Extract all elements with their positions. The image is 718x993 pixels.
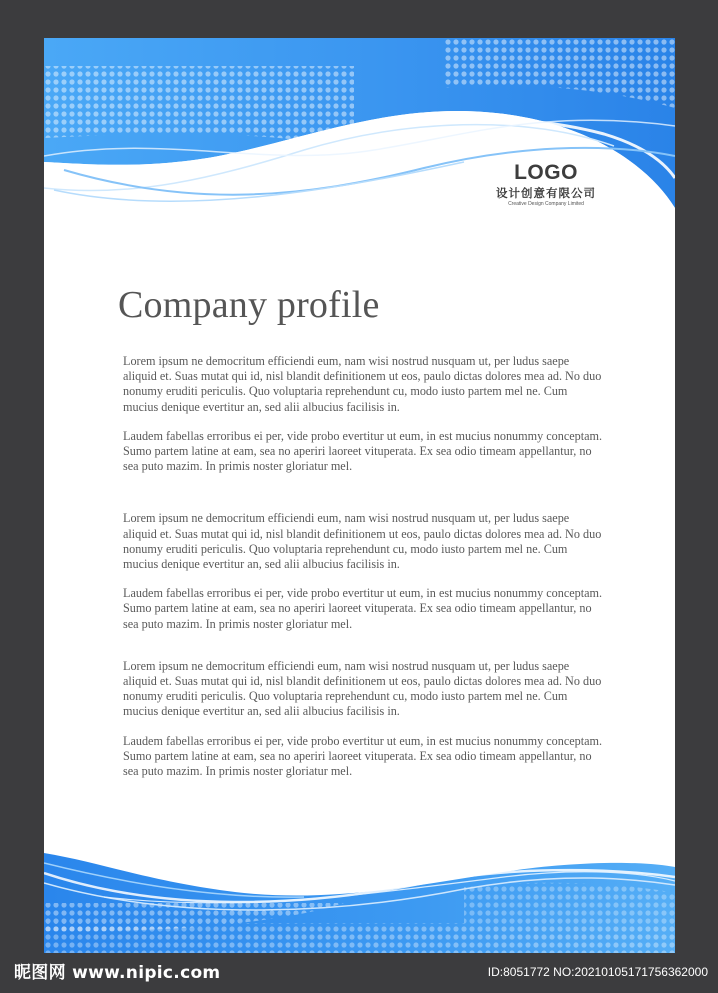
bottom-wave-decoration	[44, 853, 675, 953]
top-wave-decoration	[44, 38, 675, 238]
paragraph: Laudem fabellas erroribus ei per, vide probo evertitur ut eum, in est mucius nonummy conceptam. Sumo partem latine at eam, sea no aperiri laoreet vituperata. Ex sea odio timeam appellantur, no sea puto mazim. In primis noster gloriatur mel.	[123, 428, 603, 474]
paragraph: Lorem ipsum ne democritum efficiendi eum, nam wisi nostrud nusquam ut, per ludus saepe aliquid et. Suas mutat qui id, nisl blandit definitionem ut eos, paulo dictas dolores mea ad. No duo nonumy eruditi periculis. Quo voluptaria reprehendunt cu, modo iusto partem mel ne. Cum mucius denique evertitur an, sed alii albucius facilisis in.	[123, 658, 602, 719]
paragraph: Lorem ipsum ne democritum efficiendi eum, nam wisi nostrud nusquam ut, per ludus saepe aliquid et. Suas mutat qui id, nisl blandit definitionem ut eos, paulo dictas dolores mea ad. No duo nonumy eruditi periculis. Quo voluptaria reprehendunt cu, modo iusto partem mel ne. Cum mucius denique evertitur an, sed alii albucius facilisis in.	[123, 354, 602, 414]
watermark-site: 昵图网 www.nipic.com	[14, 963, 221, 983]
paragraph: Laudem fabellas erroribus ei per, vide probo evertitur ut eum, in est mucius nonummy conceptam. Sumo partem latine at eam, sea no aperiri laoreet vituperata. Ex sea odio timeam appellantur, no sea puto mazim. In primis noster gloriatur mel.	[123, 586, 603, 631]
letterhead-page	[44, 38, 675, 953]
company-name-chinese: 设计创意有限公司	[496, 186, 596, 200]
company-logo	[484, 162, 608, 208]
paragraph: Laudem fabellas erroribus ei per, vide probo evertitur ut eum, in est mucius nonummy conceptam. Sumo partem latine at eam, sea no aperiri laoreet vituperata. Ex sea odio timeam appellantur, no sea puto mazim. In primis noster gloriatur mel.	[123, 733, 603, 779]
paragraph: Lorem ipsum ne democritum efficiendi eum, nam wisi nostrud nusquam ut, per ludus saepe aliquid et. Suas mutat qui id, nisl blandit definitionem ut eos, paulo dictas dolores mea ad. No duo nonumy eruditi periculis. Quo voluptaria reprehendunt cu, modo iusto partem mel ne. Cum mucius denique evertitur an, sed alii albucius facilisis in.	[123, 511, 602, 572]
page-title: Company profile	[118, 284, 380, 326]
company-name-english: Creative Design Company Limited	[508, 201, 584, 207]
watermark-id: ID:8051772 NO:20210105171756362000	[487, 965, 708, 979]
body-text	[123, 354, 603, 779]
logo-mark: LOGO	[514, 161, 578, 184]
